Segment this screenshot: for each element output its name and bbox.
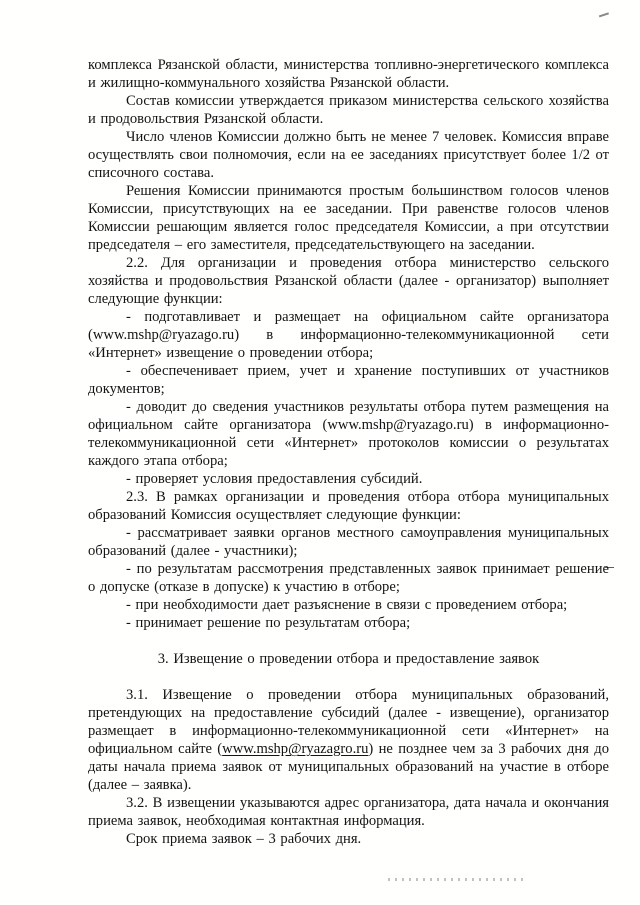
paragraph-resheniya: Решения Комиссии принимаются простым большинством голосов членов Комиссии, присутствующих на ее заседании. При равенстве голосов членов Комиссии решающим является голос председателя Комиссии, а при отсутствии председателя – его заместителя, председательствующего на заседании. <box>88 183 609 253</box>
section-heading-3: 3. Извещение о проведении отбора и предоставление заявок <box>157 651 540 667</box>
scan-artifact-dots <box>388 878 528 881</box>
paragraph-continuation: комплекса Рязанской области, министерства топливно-энергетического комплекса и жилищно-коммунального хозяйства Рязанской области. <box>88 57 609 91</box>
paragraph-3-2: 3.2. В извещении указываются адрес организатора, дата начала и окончания приема заявок, необходимая контактная информация. <box>88 795 609 829</box>
list-item-podgotavlivaet: - подготавливает и размещает на официальном сайте организатора (www.mshp@ryazago.ru) в информационно-телекоммуникационной сети «Интернет» извещение о проведении отбора; <box>88 309 609 361</box>
paragraph-sostav: Состав комиссии утверждается приказом министерства сельского хозяйства и продовольствия Рязанской области. <box>88 93 609 127</box>
paragraph-text: 3.1. Извещение о проведении отбора муниципальных образований, претендующих на предоставление субсидий (далее - извещение), организатор размещает в информационно-телекоммуникационной сети «Интернет» на официальном сайте ( <box>88 687 609 757</box>
list-item-prinimaet-reshenie: - принимает решение по результатам отбора; <box>126 615 411 631</box>
list-item-dovodit: - доводит до сведения участников результаты отбора путем размещения на официальном сайте организатора (www.mshp@ryazago.ru) в информационно-телекоммуникационной сети «Интернет» протоколов комиссии о результатах каждого этапа отбора; <box>88 399 609 469</box>
paragraph-2-2: 2.2. Для организации и проведения отбора министерство сельского хозяйства и продовольствия Рязанской области (далее - организатор) выполняет следующие функции: <box>88 255 609 307</box>
paragraph-2-3: 2.3. В рамках организации и проведения отбора отбора муниципальных образований Комиссия осуществляет следующие функции: <box>88 489 609 523</box>
paragraph-chislo-chlenov: Число членов Комиссии должно быть не менее 7 человек. Комиссия вправе осуществлять свои полномочия, если на ее заседаниях присутствует более 1/2 от списочного состава. <box>88 129 609 181</box>
list-item-razyasnenie: - при необходимости дает разъяснение в связи с проведением отбора; <box>126 597 568 613</box>
paragraph-srok: Срок приема заявок – 3 рабочих дня. <box>126 831 362 847</box>
paragraph-text: ) не позднее чем за 3 рабочих дня до даты начала приема заявок от муниципальных образований на участие в отборе (далее – заявка). <box>88 741 609 793</box>
document-body <box>88 56 609 848</box>
list-item-po-rezultatam: - по результатам рассмотрения представленных заявок принимает решение о допуске (отказе в допуске) к участию в отборе; <box>88 561 609 595</box>
list-item-proveryaet: - проверяет условия предоставления субсидий. <box>126 471 423 487</box>
scan-artifact-corner <box>597 7 609 18</box>
site-url-underlined: www.mshp@ryazagro.ru <box>222 741 369 757</box>
list-item-obespechivaet: - обеспеченивает прием, учет и хранение поступивших от участников документов; <box>88 363 609 397</box>
paragraph-3-1 <box>88 686 609 794</box>
list-item-rassmatrivaet: - рассматривает заявки органов местного самоуправления муниципальных образований (далее - участники); <box>88 525 609 559</box>
